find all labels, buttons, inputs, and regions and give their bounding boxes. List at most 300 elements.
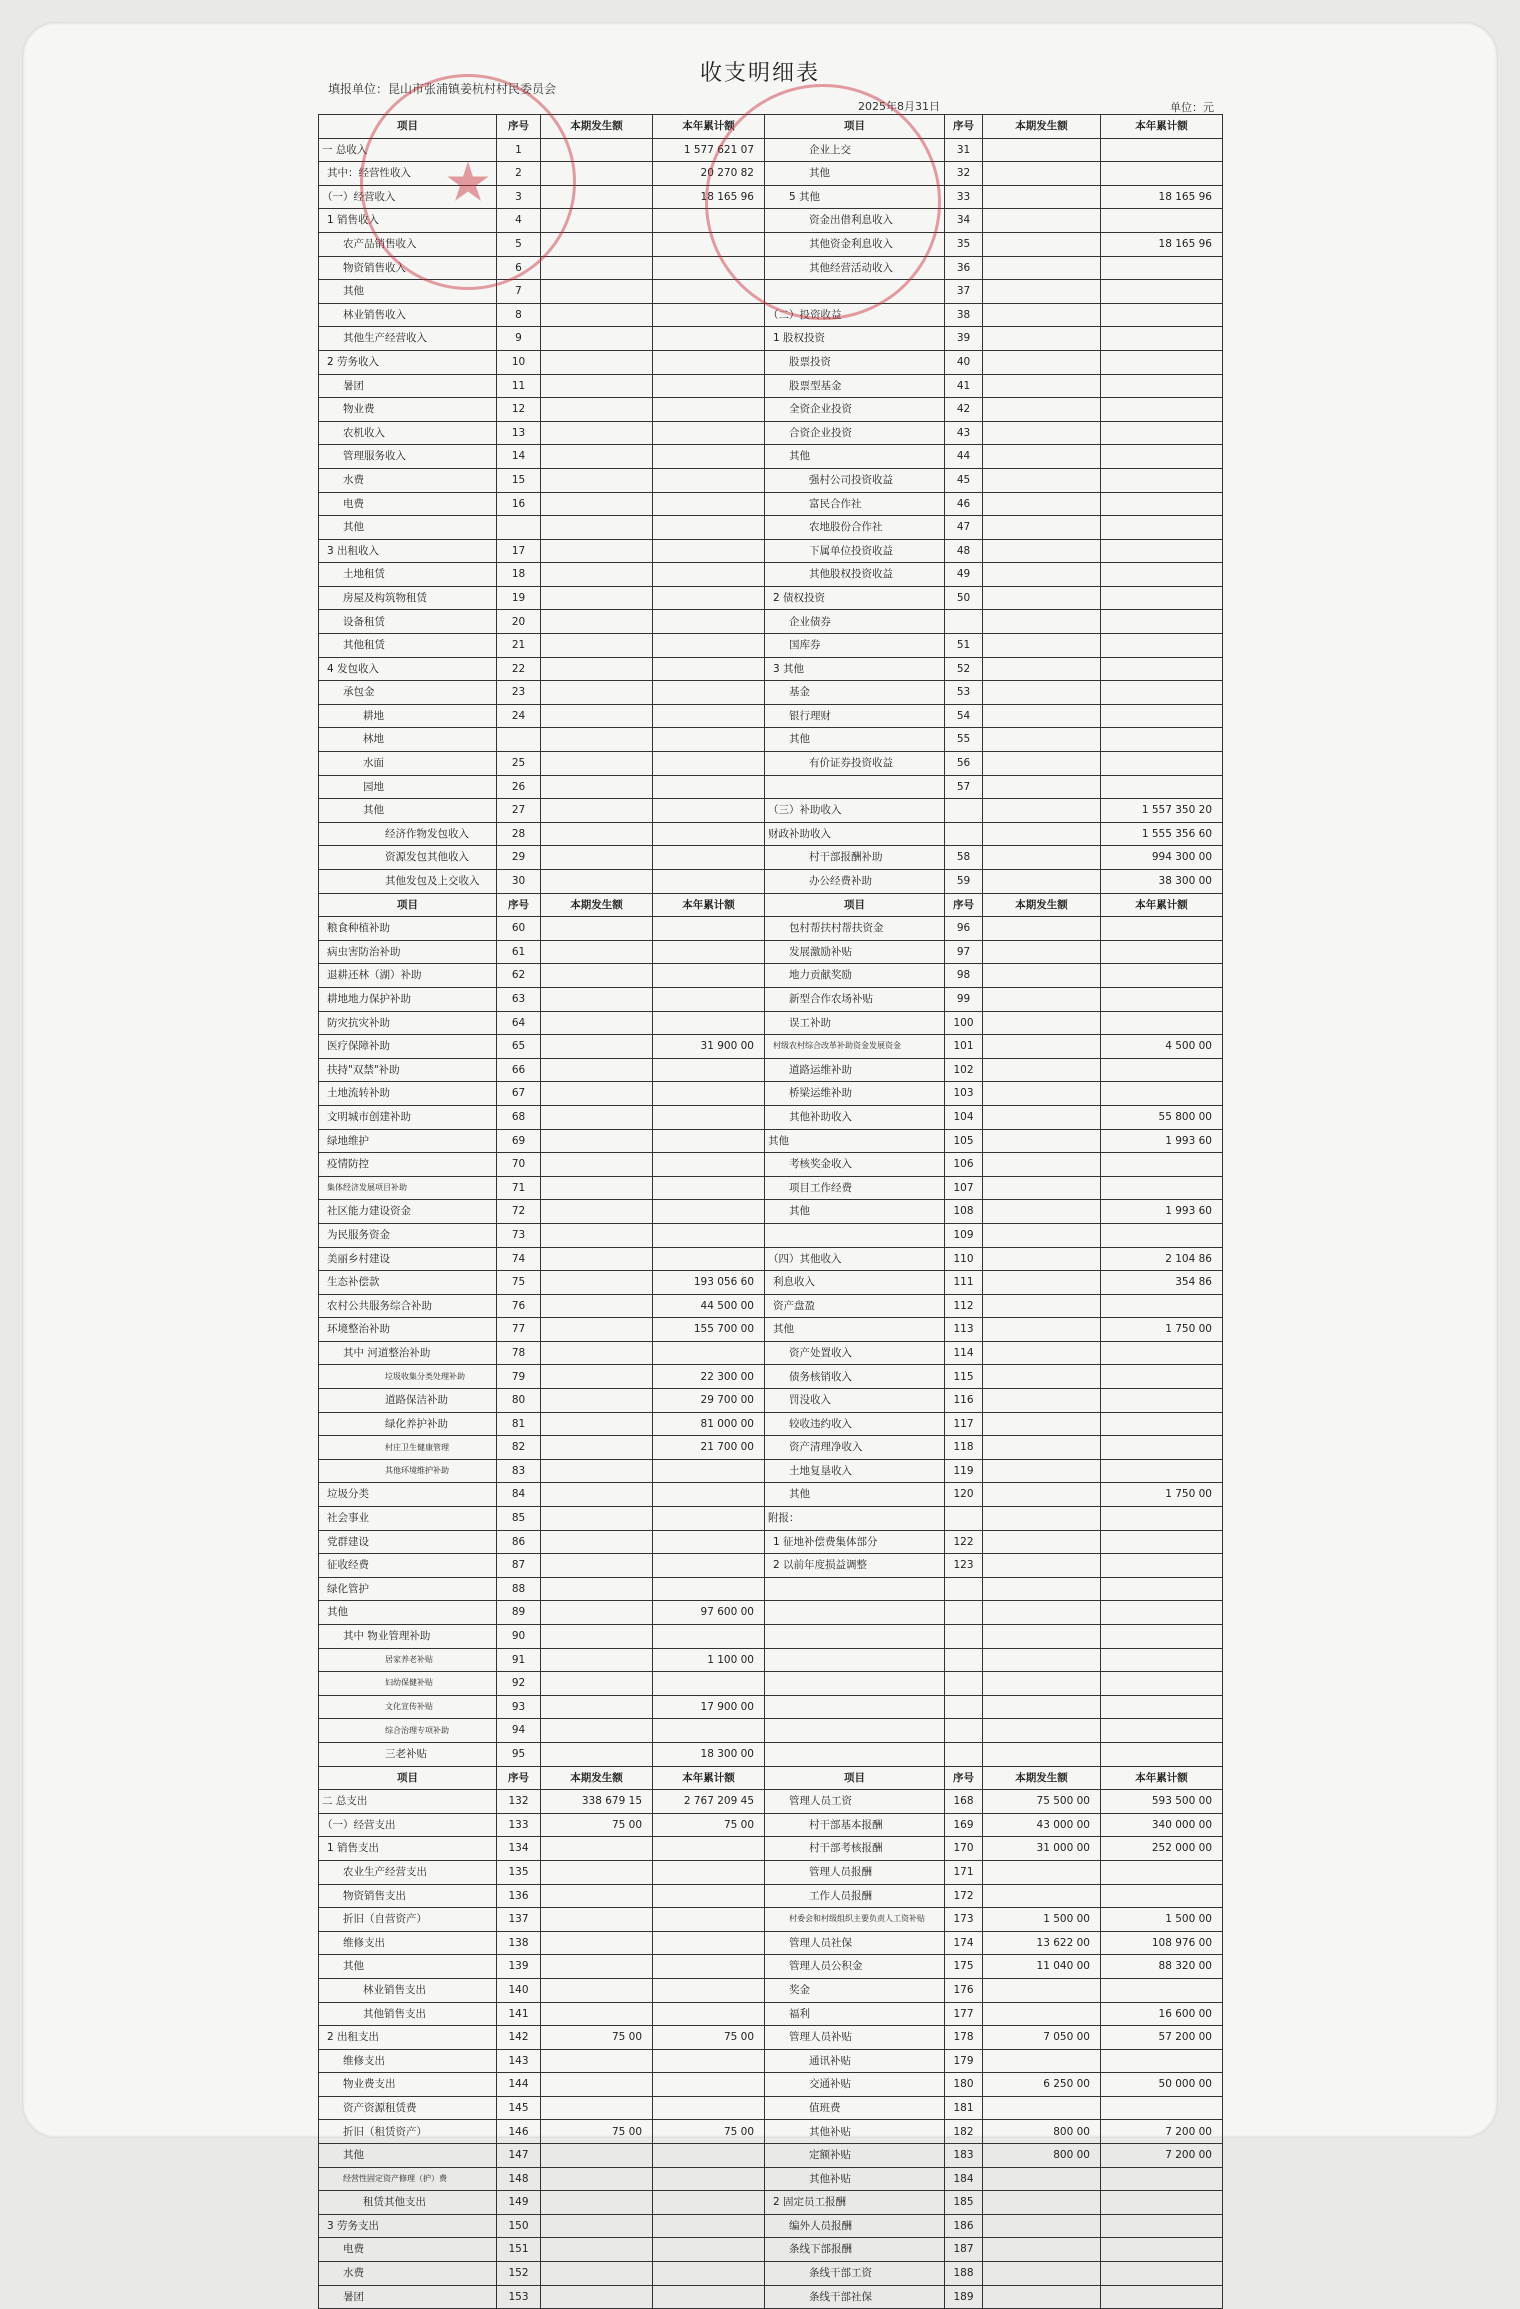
right-ytd-amount	[1101, 964, 1223, 988]
right-period-amount: 6 250 00	[983, 2073, 1101, 2097]
left-period-amount	[541, 775, 653, 799]
right-item-name: 新型合作农场补贴	[765, 987, 945, 1011]
right-item-name: 1 征地补偿费集体部分	[765, 1530, 945, 1554]
right-item-no: 52	[945, 657, 983, 681]
left-item-no: 10	[497, 350, 541, 374]
left-item-no: 132	[497, 1790, 541, 1814]
right-item-no	[945, 1507, 983, 1531]
left-item-no: 67	[497, 1082, 541, 1106]
left-period-amount	[541, 704, 653, 728]
right-item-name: 其他	[765, 728, 945, 752]
left-ytd-amount: 75 00	[653, 2120, 765, 2144]
right-item-no: 182	[945, 2120, 983, 2144]
left-ytd-amount	[653, 516, 765, 540]
table-row	[319, 704, 1223, 728]
right-period-amount	[983, 492, 1101, 516]
left-period-amount	[541, 1625, 653, 1649]
right-item-no: 171	[945, 1860, 983, 1884]
right-ytd-amount: 1 993 60	[1101, 1129, 1223, 1153]
left-period-amount	[541, 917, 653, 941]
left-item-no: 62	[497, 964, 541, 988]
table-row	[319, 138, 1223, 162]
table-row	[319, 2214, 1223, 2238]
right-period-amount	[983, 964, 1101, 988]
left-item-name: 物资销售收入	[319, 256, 497, 280]
table-row	[319, 232, 1223, 256]
left-ytd-amount	[653, 681, 765, 705]
left-ytd-amount	[653, 2262, 765, 2286]
left-ytd-amount: 18 300 00	[653, 1742, 765, 1766]
left-period-amount	[541, 2049, 653, 2073]
left-item-no: 136	[497, 1884, 541, 1908]
left-period-amount	[541, 1648, 653, 1672]
left-ytd-amount	[653, 1058, 765, 1082]
right-ytd-amount: 57 200 00	[1101, 2026, 1223, 2050]
left-item-no: 146	[497, 2120, 541, 2144]
left-item-no: 4	[497, 209, 541, 233]
right-period-amount	[983, 1577, 1101, 1601]
left-item-no: 140	[497, 1978, 541, 2002]
table-row	[319, 752, 1223, 776]
right-item-name	[765, 1695, 945, 1719]
right-item-no: 186	[945, 2214, 983, 2238]
table-row	[319, 964, 1223, 988]
right-period-amount	[983, 1884, 1101, 1908]
header-no: 序号	[945, 115, 983, 139]
right-item-no: 108	[945, 1200, 983, 1224]
table-row	[319, 2144, 1223, 2168]
header-item: 项目	[319, 115, 497, 139]
right-ytd-amount	[1101, 634, 1223, 658]
right-item-name: 条线下部报酬	[765, 2238, 945, 2262]
right-item-no: 170	[945, 1837, 983, 1861]
left-period-amount	[541, 2214, 653, 2238]
left-period-amount	[541, 1695, 653, 1719]
table-row	[319, 1294, 1223, 1318]
left-period-amount: 338 679 15	[541, 1790, 653, 1814]
right-item-name: 资产处置收入	[765, 1341, 945, 1365]
left-item-no: 16	[497, 492, 541, 516]
left-period-amount	[541, 870, 653, 894]
left-ytd-amount	[653, 775, 765, 799]
right-ytd-amount	[1101, 1365, 1223, 1389]
right-item-no: 109	[945, 1223, 983, 1247]
left-item-name: 疫情防控	[319, 1153, 497, 1177]
right-period-amount	[983, 1672, 1101, 1696]
left-ytd-amount	[653, 232, 765, 256]
header-period: 本期发生额	[541, 115, 653, 139]
right-item-name: 国库券	[765, 634, 945, 658]
right-period-amount	[983, 752, 1101, 776]
income-expense-table	[318, 114, 1223, 2309]
left-item-name: 折旧（自营资产）	[319, 1908, 497, 1932]
right-item-name: 其他	[765, 1318, 945, 1342]
right-item-name: 误工补助	[765, 1011, 945, 1035]
right-item-name: 基金	[765, 681, 945, 705]
right-period-amount	[983, 1200, 1101, 1224]
right-item-no: 103	[945, 1082, 983, 1106]
left-period-amount: 75 00	[541, 2120, 653, 2144]
left-item-no: 93	[497, 1695, 541, 1719]
left-ytd-amount	[653, 1931, 765, 1955]
left-ytd-amount	[653, 1625, 765, 1649]
left-item-name: 林业销售收入	[319, 303, 497, 327]
right-item-no: 119	[945, 1459, 983, 1483]
table-row	[319, 563, 1223, 587]
left-item-no: 150	[497, 2214, 541, 2238]
left-item-name: 设备租赁	[319, 610, 497, 634]
right-item-name	[765, 1577, 945, 1601]
table-row	[319, 468, 1223, 492]
left-item-name: 社区能力建设资金	[319, 1200, 497, 1224]
right-ytd-amount	[1101, 681, 1223, 705]
left-item-no: 12	[497, 398, 541, 422]
left-period-amount	[541, 1153, 653, 1177]
left-item-name: 水面	[319, 752, 497, 776]
right-period-amount	[983, 280, 1101, 304]
left-ytd-amount	[653, 303, 765, 327]
right-ytd-amount	[1101, 987, 1223, 1011]
right-period-amount	[983, 1436, 1101, 1460]
left-item-name: 文化宣传补贴	[319, 1695, 497, 1719]
left-period-amount	[541, 1412, 653, 1436]
right-item-name: 通讯补贴	[765, 2049, 945, 2073]
right-item-name: 其他股权投资收益	[765, 563, 945, 587]
right-ytd-amount	[1101, 940, 1223, 964]
right-item-no: 49	[945, 563, 983, 587]
right-ytd-amount	[1101, 1625, 1223, 1649]
left-period-amount	[541, 1271, 653, 1295]
right-period-amount	[983, 822, 1101, 846]
right-period-amount	[983, 468, 1101, 492]
right-period-amount	[983, 563, 1101, 587]
right-period-amount	[983, 2191, 1101, 2215]
left-item-no: 137	[497, 1908, 541, 1932]
right-item-no: 40	[945, 350, 983, 374]
right-ytd-amount	[1101, 728, 1223, 752]
right-period-amount	[983, 516, 1101, 540]
left-ytd-amount	[653, 1837, 765, 1861]
right-period-amount	[983, 2167, 1101, 2191]
right-item-name: 利息收入	[765, 1271, 945, 1295]
left-ytd-amount	[653, 2073, 765, 2097]
right-item-no: 42	[945, 398, 983, 422]
right-ytd-amount: 340 000 00	[1101, 1813, 1223, 1837]
table-row	[319, 1200, 1223, 1224]
right-item-name: 管理人员公积金	[765, 1955, 945, 1979]
right-item-name: 企业债券	[765, 610, 945, 634]
header-period: 本期发生额	[983, 1766, 1101, 1790]
right-item-name: 工作人员报酬	[765, 1884, 945, 1908]
left-ytd-amount	[653, 350, 765, 374]
left-item-name: 其他租赁	[319, 634, 497, 658]
table-row	[319, 1507, 1223, 1531]
right-period-amount: 7 050 00	[983, 2026, 1101, 2050]
right-item-no: 97	[945, 940, 983, 964]
header-no: 序号	[497, 893, 541, 917]
table-row	[319, 1058, 1223, 1082]
right-period-amount	[983, 2285, 1101, 2309]
right-item-no: 118	[945, 1436, 983, 1460]
left-item-name: 其他	[319, 799, 497, 823]
left-item-name: 耕地	[319, 704, 497, 728]
left-period-amount	[541, 1672, 653, 1696]
table-row	[319, 1035, 1223, 1059]
left-item-name: 农业生产经营支出	[319, 1860, 497, 1884]
table-row	[319, 1082, 1223, 1106]
left-ytd-amount	[653, 2238, 765, 2262]
left-period-amount	[541, 1082, 653, 1106]
left-period-amount	[541, 1742, 653, 1766]
table-row	[319, 2002, 1223, 2026]
left-ytd-amount	[653, 1860, 765, 1884]
right-ytd-amount	[1101, 539, 1223, 563]
left-period-amount	[541, 2073, 653, 2097]
right-ytd-amount	[1101, 1530, 1223, 1554]
right-item-no: 32	[945, 162, 983, 186]
table-row	[319, 162, 1223, 186]
left-period-amount	[541, 563, 653, 587]
header-ytd: 本年累计额	[1101, 1766, 1223, 1790]
right-ytd-amount	[1101, 657, 1223, 681]
right-period-amount	[983, 1129, 1101, 1153]
table-row	[319, 1365, 1223, 1389]
table-row	[319, 1459, 1223, 1483]
right-item-no	[945, 822, 983, 846]
right-item-name: 罚没收入	[765, 1389, 945, 1413]
right-item-no: 54	[945, 704, 983, 728]
left-period-amount	[541, 1341, 653, 1365]
right-period-amount	[983, 374, 1101, 398]
right-item-no	[945, 1648, 983, 1672]
left-item-name: 三老补贴	[319, 1742, 497, 1766]
left-ytd-amount	[653, 1247, 765, 1271]
left-item-name: 其他发包及上交收入	[319, 870, 497, 894]
table-row	[319, 2238, 1223, 2262]
left-item-name: 暑团	[319, 2285, 497, 2309]
table-row	[319, 516, 1223, 540]
right-ytd-amount	[1101, 2191, 1223, 2215]
right-item-name: 全资企业投资	[765, 398, 945, 422]
table-row	[319, 445, 1223, 469]
left-item-no: 8	[497, 303, 541, 327]
left-period-amount	[541, 2238, 653, 2262]
table-row	[319, 1247, 1223, 1271]
left-item-no: 90	[497, 1625, 541, 1649]
header-period: 本期发生额	[983, 115, 1101, 139]
right-period-amount	[983, 350, 1101, 374]
left-period-amount	[541, 1459, 653, 1483]
left-item-no: 89	[497, 1601, 541, 1625]
header-period: 本期发生额	[541, 1766, 653, 1790]
left-ytd-amount	[653, 1530, 765, 1554]
table-row	[319, 1577, 1223, 1601]
right-ytd-amount: 1 555 356 60	[1101, 822, 1223, 846]
left-ytd-amount	[653, 586, 765, 610]
right-item-name: 股票投资	[765, 350, 945, 374]
left-item-no: 73	[497, 1223, 541, 1247]
right-period-amount	[983, 539, 1101, 563]
left-item-name: 村庄卫生健康管理	[319, 1436, 497, 1460]
left-item-name: 林业销售支出	[319, 1978, 497, 2002]
right-ytd-amount: 7 200 00	[1101, 2120, 1223, 2144]
left-ytd-amount: 75 00	[653, 1813, 765, 1837]
left-ytd-amount	[653, 610, 765, 634]
left-period-amount	[541, 1530, 653, 1554]
right-ytd-amount	[1101, 327, 1223, 351]
left-item-name: 耕地地力保护补助	[319, 987, 497, 1011]
right-item-no: 99	[945, 987, 983, 1011]
right-period-amount	[983, 586, 1101, 610]
left-item-name: 绿化养护补助	[319, 1412, 497, 1436]
right-period-amount	[983, 2238, 1101, 2262]
left-period-amount	[541, 822, 653, 846]
left-item-name: 维修支出	[319, 2049, 497, 2073]
right-period-amount	[983, 1648, 1101, 1672]
left-item-no: 92	[497, 1672, 541, 1696]
right-ytd-amount	[1101, 2214, 1223, 2238]
right-item-no: 115	[945, 1365, 983, 1389]
table-header-row	[319, 1766, 1223, 1790]
right-item-name: 其他资金利息收入	[765, 232, 945, 256]
table-row	[319, 1318, 1223, 1342]
left-ytd-amount	[653, 728, 765, 752]
left-item-no: 94	[497, 1719, 541, 1743]
left-ytd-amount: 44 500 00	[653, 1294, 765, 1318]
left-ytd-amount	[653, 468, 765, 492]
right-ytd-amount	[1101, 1058, 1223, 1082]
right-period-amount: 11 040 00	[983, 1955, 1101, 1979]
left-period-amount	[541, 398, 653, 422]
table-row	[319, 1412, 1223, 1436]
left-item-no: 25	[497, 752, 541, 776]
left-ytd-amount	[653, 1200, 765, 1224]
right-item-name	[765, 1625, 945, 1649]
left-item-name: 农产品销售收入	[319, 232, 497, 256]
table-row	[319, 2285, 1223, 2309]
left-period-amount	[541, 2191, 653, 2215]
left-item-name: 退耕还林（湖）补助	[319, 964, 497, 988]
table-row	[319, 917, 1223, 941]
right-ytd-amount	[1101, 398, 1223, 422]
left-period-amount	[541, 586, 653, 610]
right-item-name: 条线干部工资	[765, 2262, 945, 2286]
left-item-name: 一 总收入	[319, 138, 497, 162]
right-ytd-amount	[1101, 1341, 1223, 1365]
right-item-no: 169	[945, 1813, 983, 1837]
left-period-amount	[541, 2096, 653, 2120]
table-row	[319, 870, 1223, 894]
left-ytd-amount: 97 600 00	[653, 1601, 765, 1625]
left-ytd-amount	[653, 2285, 765, 2309]
left-item-no: 60	[497, 917, 541, 941]
right-item-name	[765, 1719, 945, 1743]
left-ytd-amount	[653, 2002, 765, 2026]
left-item-no: 17	[497, 539, 541, 563]
right-item-no	[945, 1625, 983, 1649]
table-row	[319, 327, 1223, 351]
left-period-amount	[541, 987, 653, 1011]
left-ytd-amount	[653, 987, 765, 1011]
left-item-name: 园地	[319, 775, 497, 799]
right-item-name	[765, 1742, 945, 1766]
left-item-no: 88	[497, 1577, 541, 1601]
right-item-no: 58	[945, 846, 983, 870]
right-ytd-amount: 38 300 00	[1101, 870, 1223, 894]
table-row	[319, 421, 1223, 445]
right-item-no: 33	[945, 185, 983, 209]
left-item-no: 95	[497, 1742, 541, 1766]
table-row	[319, 1648, 1223, 1672]
right-ytd-amount	[1101, 162, 1223, 186]
right-item-name	[765, 1223, 945, 1247]
right-item-no: 35	[945, 232, 983, 256]
table-row	[319, 1860, 1223, 1884]
right-period-amount	[983, 1625, 1101, 1649]
right-item-no: 172	[945, 1884, 983, 1908]
right-item-name: （三）补助收入	[765, 799, 945, 823]
left-item-no: 13	[497, 421, 541, 445]
left-ytd-amount: 21 700 00	[653, 1436, 765, 1460]
right-item-no: 102	[945, 1058, 983, 1082]
right-item-no: 37	[945, 280, 983, 304]
left-period-amount	[541, 468, 653, 492]
left-ytd-amount: 155 700 00	[653, 1318, 765, 1342]
right-ytd-amount	[1101, 445, 1223, 469]
left-item-name: 承包金	[319, 681, 497, 705]
left-period-amount	[541, 1554, 653, 1578]
right-ytd-amount	[1101, 421, 1223, 445]
right-item-no: 57	[945, 775, 983, 799]
right-ytd-amount	[1101, 1601, 1223, 1625]
left-period-amount	[541, 1955, 653, 1979]
table-row	[319, 209, 1223, 233]
left-period-amount	[541, 1978, 653, 2002]
left-item-no: 7	[497, 280, 541, 304]
right-ytd-amount	[1101, 2262, 1223, 2286]
left-period-amount	[541, 2167, 653, 2191]
left-ytd-amount	[653, 1577, 765, 1601]
right-item-name: 其他	[765, 1483, 945, 1507]
right-period-amount	[983, 1271, 1101, 1295]
right-item-no: 39	[945, 327, 983, 351]
right-item-no: 117	[945, 1412, 983, 1436]
right-item-name: 较收违约收入	[765, 1412, 945, 1436]
left-period-amount	[541, 327, 653, 351]
right-item-no	[945, 799, 983, 823]
right-item-name: 奖金	[765, 1978, 945, 2002]
left-item-no: 133	[497, 1813, 541, 1837]
left-ytd-amount: 29 700 00	[653, 1389, 765, 1413]
currency-unit: 单位：元	[1170, 101, 1214, 114]
table-row	[319, 657, 1223, 681]
left-item-no: 20	[497, 610, 541, 634]
left-ytd-amount	[653, 563, 765, 587]
table-row	[319, 539, 1223, 563]
right-item-name: 编外人员报酬	[765, 2214, 945, 2238]
left-period-amount	[541, 2285, 653, 2309]
right-period-amount	[983, 162, 1101, 186]
left-item-name: 暑团	[319, 374, 497, 398]
table-row	[319, 1341, 1223, 1365]
right-item-no: 177	[945, 2002, 983, 2026]
right-ytd-amount	[1101, 1672, 1223, 1696]
right-item-name: 其他补助收入	[765, 1105, 945, 1129]
left-period-amount	[541, 1365, 653, 1389]
left-ytd-amount	[653, 2191, 765, 2215]
right-item-no	[945, 1601, 983, 1625]
right-item-no: 179	[945, 2049, 983, 2073]
